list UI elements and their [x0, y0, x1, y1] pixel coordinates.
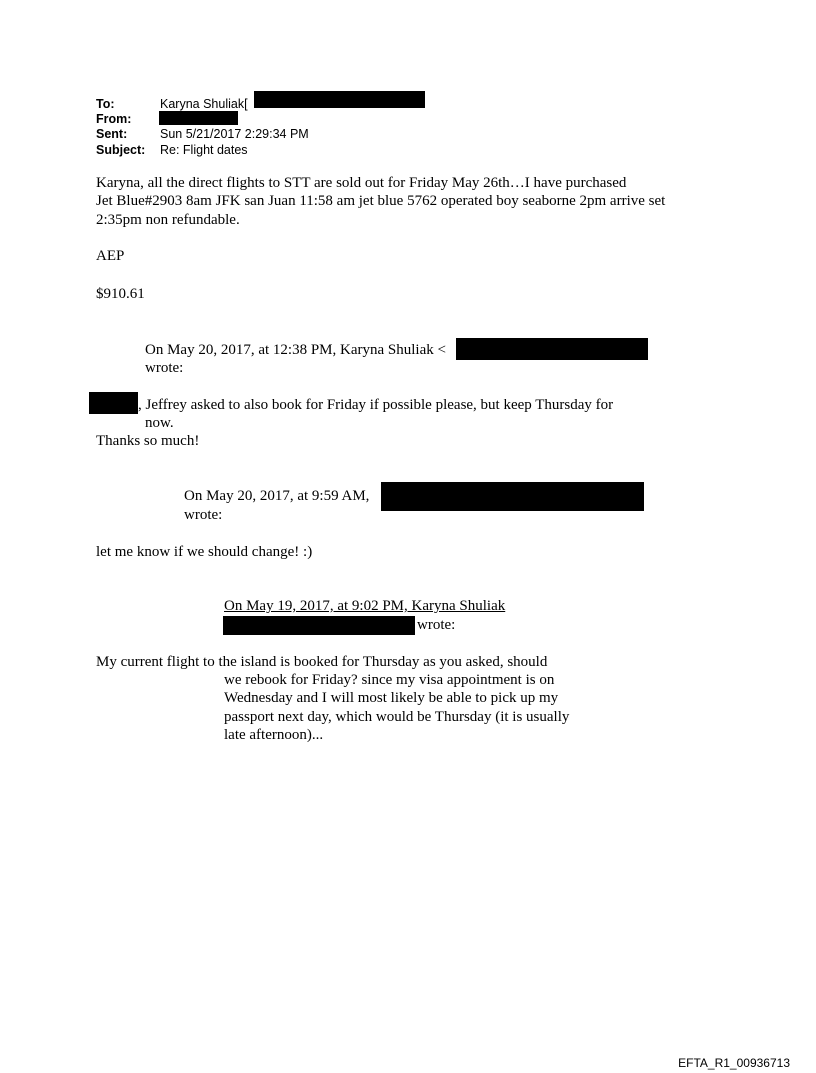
redaction-quote1-email	[456, 338, 648, 360]
redaction-to-email	[254, 91, 425, 108]
quote3-line-5: late afternoon)...	[224, 727, 324, 743]
sent-value: Sun 5/21/2017 2:29:34 PM	[160, 127, 309, 141]
message-line-2: Jet Blue#2903 8am JFK san Juan 11:58 am jet blue 5762 operated boy seaborne 2pm arrive set	[96, 193, 666, 209]
quote1-line-2: now.	[145, 415, 174, 431]
quote3-line-3: Wednesday and I will most likely be able to pick up my	[224, 690, 559, 706]
subject-label: Subject:	[96, 143, 146, 157]
sent-label: Sent:	[96, 127, 128, 141]
signature: AEP	[96, 248, 125, 264]
from-label: From:	[96, 112, 132, 126]
quote1-attribution: On May 20, 2017, at 12:38 PM, Karyna Shuliak <	[145, 342, 446, 358]
price: $910.61	[96, 286, 145, 302]
redaction-quote3-email	[223, 616, 415, 635]
quote3-attribution-text: On May 19, 2017, at 9:02 PM, Karyna Shuliak	[224, 598, 506, 614]
quote3-line-1: My current flight to the island is booked for Thursday as you asked, should	[96, 654, 548, 670]
message-line-1: Karyna, all the direct flights to STT are sold out for Friday May 26th…I have purchased	[96, 175, 627, 191]
quote2-attribution: On May 20, 2017, at 9:59 AM,	[184, 488, 370, 504]
quote1-line-3: Thanks so much!	[96, 433, 200, 449]
message-line-3: 2:35pm non refundable.	[96, 212, 240, 228]
to-label: To:	[96, 97, 115, 111]
quote1-wrote: wrote:	[145, 360, 184, 376]
redaction-quote2-sender	[381, 482, 644, 511]
quote3-line-4: passport next day, which would be Thursday (it is usually	[224, 709, 570, 725]
to-value: Karyna Shuliak[	[160, 97, 248, 111]
redaction-from	[159, 111, 238, 125]
quote2-wrote: wrote:	[184, 507, 223, 523]
quote3-attribution	[224, 597, 505, 616]
quote3-line-2: we rebook for Friday? since my visa appointment is on	[224, 672, 555, 688]
quote1-line-1: , Jeffrey asked to also book for Friday if possible please, but keep Thursday for	[138, 397, 614, 413]
quote2-line-1: let me know if we should change! :)	[96, 544, 313, 560]
document-id: EFTA_R1_00936713	[678, 1056, 790, 1070]
quote3-wrote: wrote:	[417, 617, 456, 633]
redaction-quote1-name	[89, 392, 138, 414]
subject-value: Re: Flight dates	[160, 143, 248, 157]
